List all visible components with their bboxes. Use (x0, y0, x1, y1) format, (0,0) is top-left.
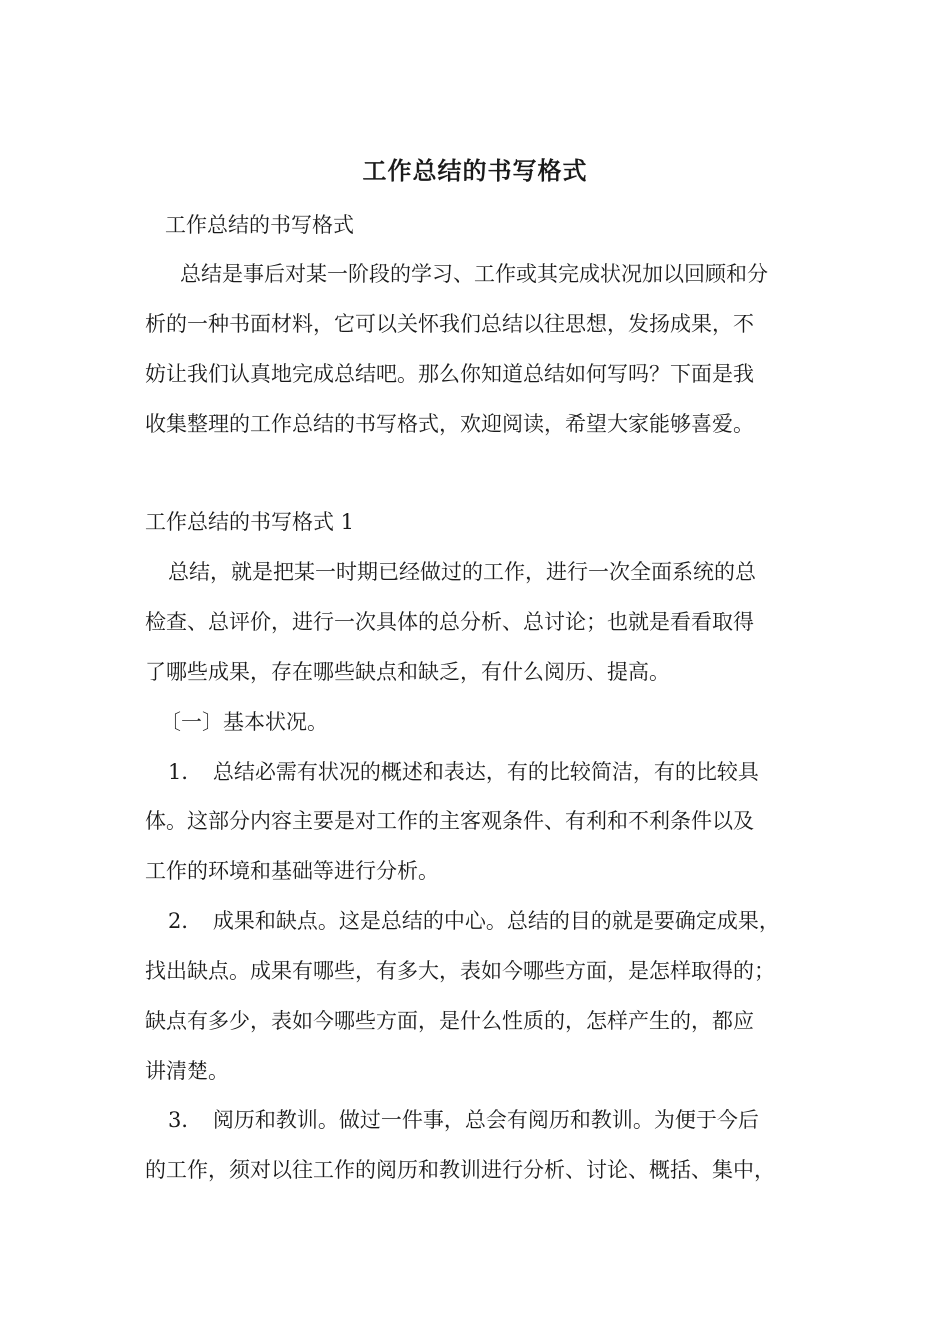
subtitle-line: 工作总结的书写格式 (165, 213, 354, 237)
paragraph-line: 缺点有多少，表如今哪些方面，是什么性质的，怎样产生的，都应 (145, 1009, 754, 1033)
paragraph-line: 体。这部分内容主要是对工作的主客观条件、有利和不利条件以及 (145, 809, 754, 833)
list-item-line: 2． 成果和缺点。这是总结的中心。总结的目的就是要确定成果， (168, 909, 780, 933)
document-title: 工作总结的书写格式 (362, 156, 588, 185)
section-heading: 工作总结的书写格式 1 (145, 510, 355, 534)
paragraph-line: 找出缺点。成果有哪些，有多大，表如今哪些方面，是怎样取得的； (145, 959, 775, 983)
list-item-line: 3． 阅历和教训。做过一件事，总会有阅历和教训。为便于今后 (168, 1108, 759, 1132)
paragraph-line: 收集整理的工作总结的书写格式，欢迎阅读，希望大家能够喜爱。 (145, 412, 754, 436)
paragraph-line: 总结，就是把某一时期已经做过的工作，进行一次全面系统的总 (168, 560, 756, 584)
subsection-heading: 〔一〕基本状况。 (160, 710, 328, 734)
paragraph-line: 总结是事后对某一阶段的学习、工作或其完成状况加以回顾和分 (180, 262, 768, 286)
list-item-line: 1． 总结必需有状况的概述和表达，有的比较简洁，有的比较具 (168, 760, 759, 784)
paragraph-line: 讲清楚。 (145, 1059, 229, 1083)
paragraph-line: 工作的环境和基础等进行分析。 (145, 859, 439, 883)
paragraph-line: 检查、总评价，进行一次具体的总分析、总讨论；也就是看看取得 (145, 610, 754, 634)
paragraph-line: 析的一种书面材料，它可以关怀我们总结以往思想，发扬成果，不 (145, 312, 754, 336)
paragraph-line: 的工作，须对以往工作的阅历和教训进行分析、讨论、概括、集中， (145, 1158, 775, 1182)
paragraph-line: 妨让我们认真地完成总结吧。那么你知道总结如何写吗？下面是我 (145, 362, 754, 386)
paragraph-line: 了哪些成果，存在哪些缺点和缺乏，有什么阅历、提高。 (145, 660, 670, 684)
